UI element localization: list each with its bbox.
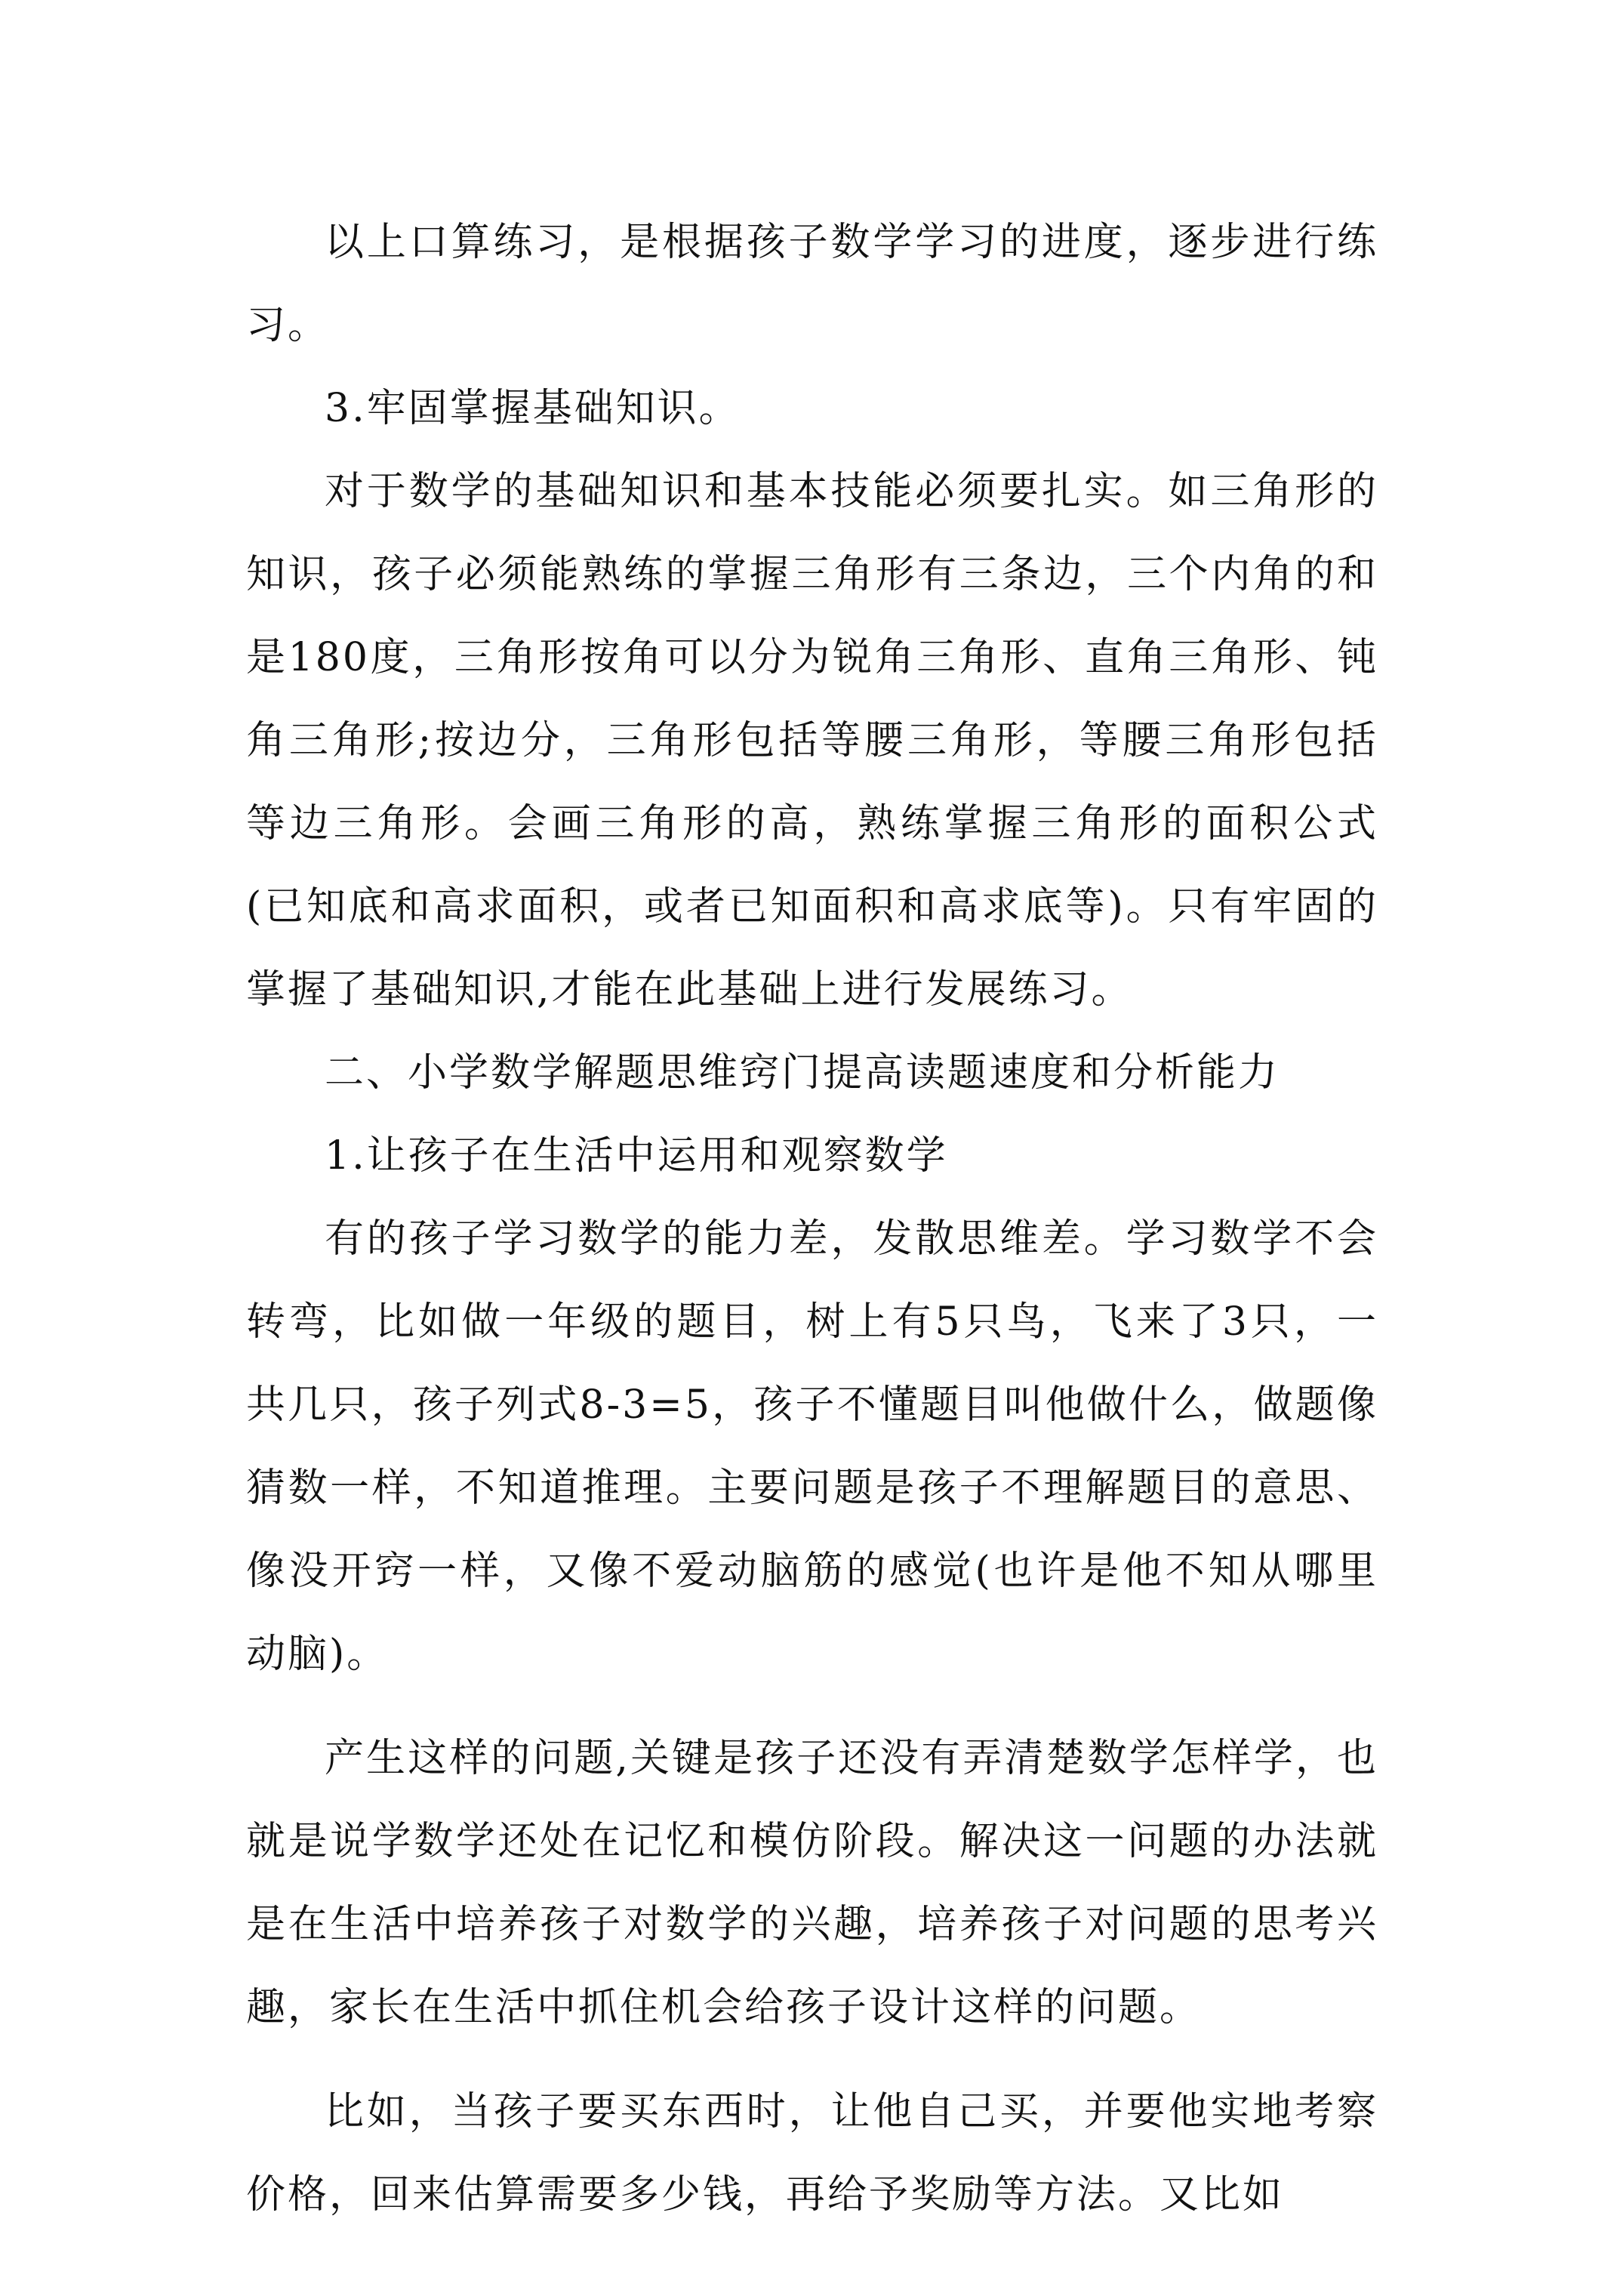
paragraph-shopping-example: 比如，当孩子要买东西时，让他自己买，并要他实地考察价格，回来估算需要多少钱，再给予奖励等方法。又比如 <box>246 2089 1378 2217</box>
document-body <box>246 201 1378 2236</box>
paragraph-cause-and-solution: 产生这样的问题,关键是孩子还没有弄清楚数学怎样学，也就是说学数学还处在记忆和模仿阶段。解决这一问题的办法就是在生活中培养孩子对数学的兴趣，培养孩子对问题的思考兴趣，家长在生活中抓住机会给孩子设计这样的问题。 <box>246 1736 1378 2030</box>
heading-master-basics: 3.牢固掌握基础知识。 <box>325 386 741 431</box>
paragraph-triangle-knowledge: 对于数学的基础知识和基本技能必须要扎实。如三角形的知识，孩子必须能熟练的掌握三角形有三条边，三个内角的和是180度，三角形按角可以分为锐角三角形、直角三角形、钝角三角形;按边分，三角形包括等腰三角形，等腰三角形包括等边三角形。会画三角形的高，熟练掌握三角形的面积公式(已知底和高求面积，或者已知面积和高求底等)。只有牢固的掌握了基础知识,才能在此基础上进行发展练习。 <box>246 469 1378 1012</box>
paragraph-oral-arithmetic-summary: 以上口算练习，是根据孩子数学学习的进度，逐步进行练习。 <box>246 220 1378 348</box>
paragraph-weak-thinking: 有的孩子学习数学的能力差，发散思维差。学习数学不会转弯，比如做一年级的题目，树上有5只鸟，飞来了3只，一共几只，孩子列式8-3=5，孩子不懂题目叫他做什么，做题像猜数一样，不知道推理。主要问题是孩子不理解题目的意思、像没开窍一样，又像不爱动脑筋的感觉(也许是他不知从哪里动脑)。 <box>246 1216 1378 1677</box>
section-heading-problem-solving: 二、小学数学解题思维窍门提高读题速度和分析能力 <box>325 1050 1280 1096</box>
heading-math-in-life: 1.让孩子在生活中运用和观察数学 <box>325 1133 948 1179</box>
